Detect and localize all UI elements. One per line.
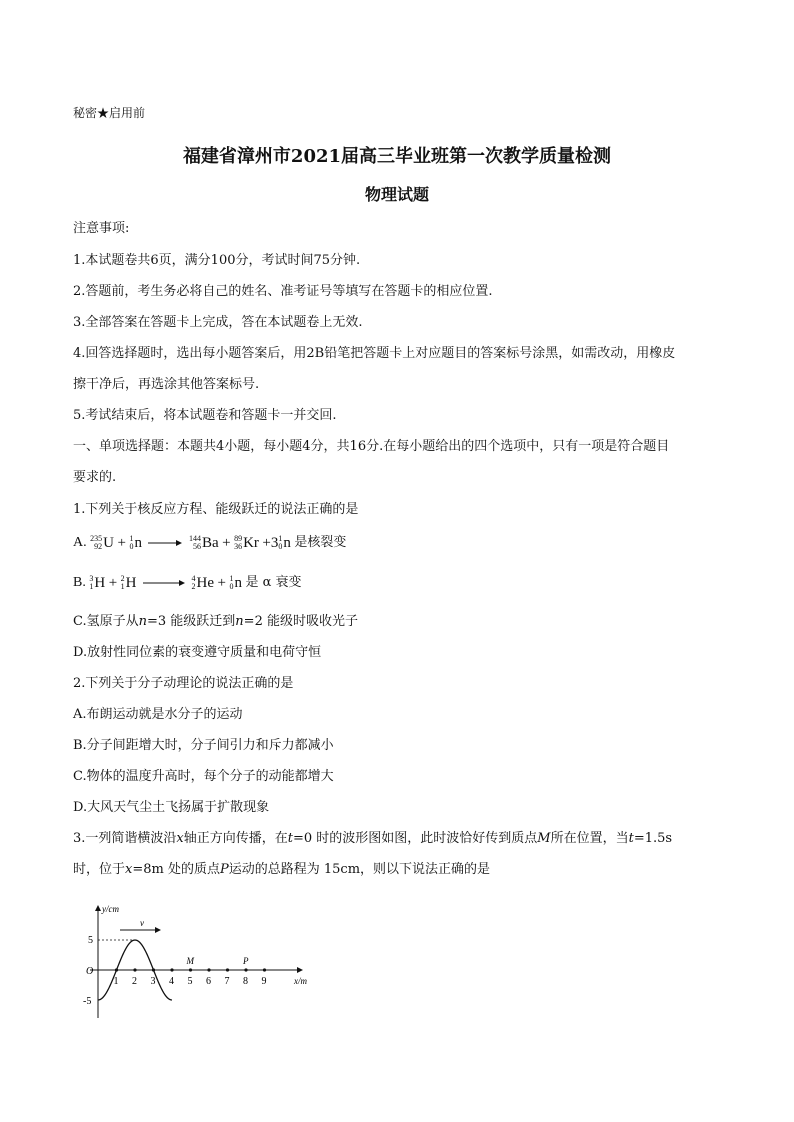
q1-option-a: [73, 535, 346, 551]
h3-isotope: 3 1: [89, 574, 94, 591]
x-tick-dot: [263, 968, 266, 971]
q1-b-label: B.: [73, 575, 86, 591]
y-axis-label: y/cm: [102, 904, 119, 914]
origin-label: O: [86, 966, 94, 977]
x-axis-label: x/m: [294, 976, 307, 986]
kr-symbol: Kr: [243, 535, 259, 551]
q2-option-d: D.大风天气尘土飞扬属于扩散现象: [73, 800, 270, 815]
note-item-2: 2.答题前，考生务必将自己的姓名、准考证号等填写在答题卡的相应位置.: [73, 284, 493, 299]
q1-b-suffix: 是 α 衰变: [245, 575, 302, 591]
ba-isotope: 144 56: [188, 534, 201, 551]
section1-heading-cont: 要求的.: [73, 470, 117, 485]
q3-stem-line2: 时，位于x=8m 处的质点P运动的总路程为 15cm，则以下说法正确的是: [73, 862, 491, 877]
secret-notice: 秘密★启用前: [73, 106, 146, 120]
note-item-1: 1.本试题卷共6页，满分100分，考试时间75分钟.: [73, 253, 361, 268]
q2-stem: 2.下列关于分子动理论的说法正确的是: [73, 676, 294, 691]
exam-subtitle: 物理试题: [364, 185, 429, 204]
exam-title: 福建省漳州市2021届高三毕业班第一次教学质量检测: [182, 146, 612, 167]
x-tick-label: 8: [243, 976, 248, 987]
x-tick-dot: [115, 968, 118, 971]
x-tick-dot: [133, 968, 136, 971]
x-tick-label: 3: [150, 976, 156, 987]
section1-heading: 一、单项选择题：本题共4小题，每小题4分，共16分.在每小题给出的四个选项中，只有一项是符合题目: [73, 439, 670, 454]
velocity-label: v: [140, 918, 144, 928]
u-isotope: 235 92: [90, 534, 103, 551]
x-tick-dot: [226, 968, 229, 971]
note-item-4-cont: 擦干净后，再选涂其他答案标号.: [73, 377, 260, 392]
q1-option-c: C.氢原子从n=3 能级跃迁到n=2 能级时吸收光子: [73, 614, 358, 629]
x-tick-dot: [152, 968, 155, 971]
x-tick-label: 1: [113, 976, 119, 987]
plus-sign: +: [108, 575, 118, 591]
n-isotope: 1 0: [129, 534, 134, 551]
plus-sign: +: [222, 535, 231, 551]
x-tick-dot: [244, 968, 247, 971]
q1-a-suffix: 是核裂变: [294, 535, 347, 551]
plus-sign: +: [117, 535, 126, 551]
h-symbol: H: [125, 575, 137, 591]
he-symbol: He: [196, 575, 214, 591]
note-item-5: 5.考试结束后，将本试题卷和答题卡一并交回.: [73, 408, 337, 423]
x-tick-label: 7: [224, 976, 230, 987]
n-isotope: 1 0: [278, 534, 283, 551]
h-symbol: H: [94, 575, 106, 591]
h2-isotope: 2 1: [120, 574, 125, 591]
y-pos-label: 5: [88, 935, 93, 946]
n-symbol: n: [134, 535, 142, 551]
x-tick-label: 5: [187, 976, 193, 987]
reaction-arrow-icon: [143, 578, 185, 588]
plus-sign: +: [217, 575, 226, 591]
kr-isotope: 89 36: [234, 534, 243, 551]
reaction-arrow-icon: [148, 538, 182, 548]
q3-stem-line1: 3.一列简谐横波沿x轴正方向传播，在t=0 时的波形图如图，此时波恰好传到质点M所在位置，当t=1.5s: [73, 831, 673, 846]
ba-symbol: Ba: [201, 535, 219, 551]
u-symbol: U: [103, 535, 114, 551]
he-isotope: 4 2: [191, 574, 196, 591]
wave-diagram: [80, 898, 330, 1028]
note-item-3: 3.全部答案在答题卡上完成，答在本试题卷上无效.: [73, 315, 363, 330]
x-tick-label: 4: [169, 976, 174, 987]
plus-three: +3: [262, 535, 279, 551]
x-tick-label: 6: [206, 976, 211, 987]
q1-a-label: A.: [73, 535, 87, 551]
note-item-4: 4.回答选择题时，选出每小题答案后，用2B铅笔把答题卡上对应题目的答案标号涂黑，如需改动，用橡皮: [73, 346, 676, 361]
x-tick-label: 9: [261, 976, 267, 987]
q1-option-d: D.放射性同位素的衰变遵守质量和电荷守恒: [73, 645, 322, 660]
q1-stem: 1.下列关于核反应方程、能级跃迁的说法正确的是: [73, 502, 359, 517]
y-neg-label: -5: [83, 996, 92, 1007]
x-tick-dot: [189, 968, 192, 971]
notes-heading: 注意事项:: [73, 221, 130, 236]
n-symbol: n: [283, 535, 291, 551]
q1-option-b: [73, 575, 302, 591]
point-p-label: P: [243, 956, 249, 966]
point-m-label: M: [186, 956, 194, 966]
n-isotope: 1 0: [229, 574, 234, 591]
n-symbol: n: [234, 575, 242, 591]
x-tick-dot: [207, 968, 210, 971]
x-tick-label: 2: [132, 976, 137, 987]
q2-option-a: A.布朗运动就是水分子的运动: [73, 707, 243, 722]
q2-option-c: C.物体的温度升高时，每个分子的动能都增大: [73, 769, 334, 784]
q2-option-b: B.分子间距增大时，分子间引力和斥力都减小: [73, 738, 334, 753]
x-tick-dot: [170, 968, 173, 971]
